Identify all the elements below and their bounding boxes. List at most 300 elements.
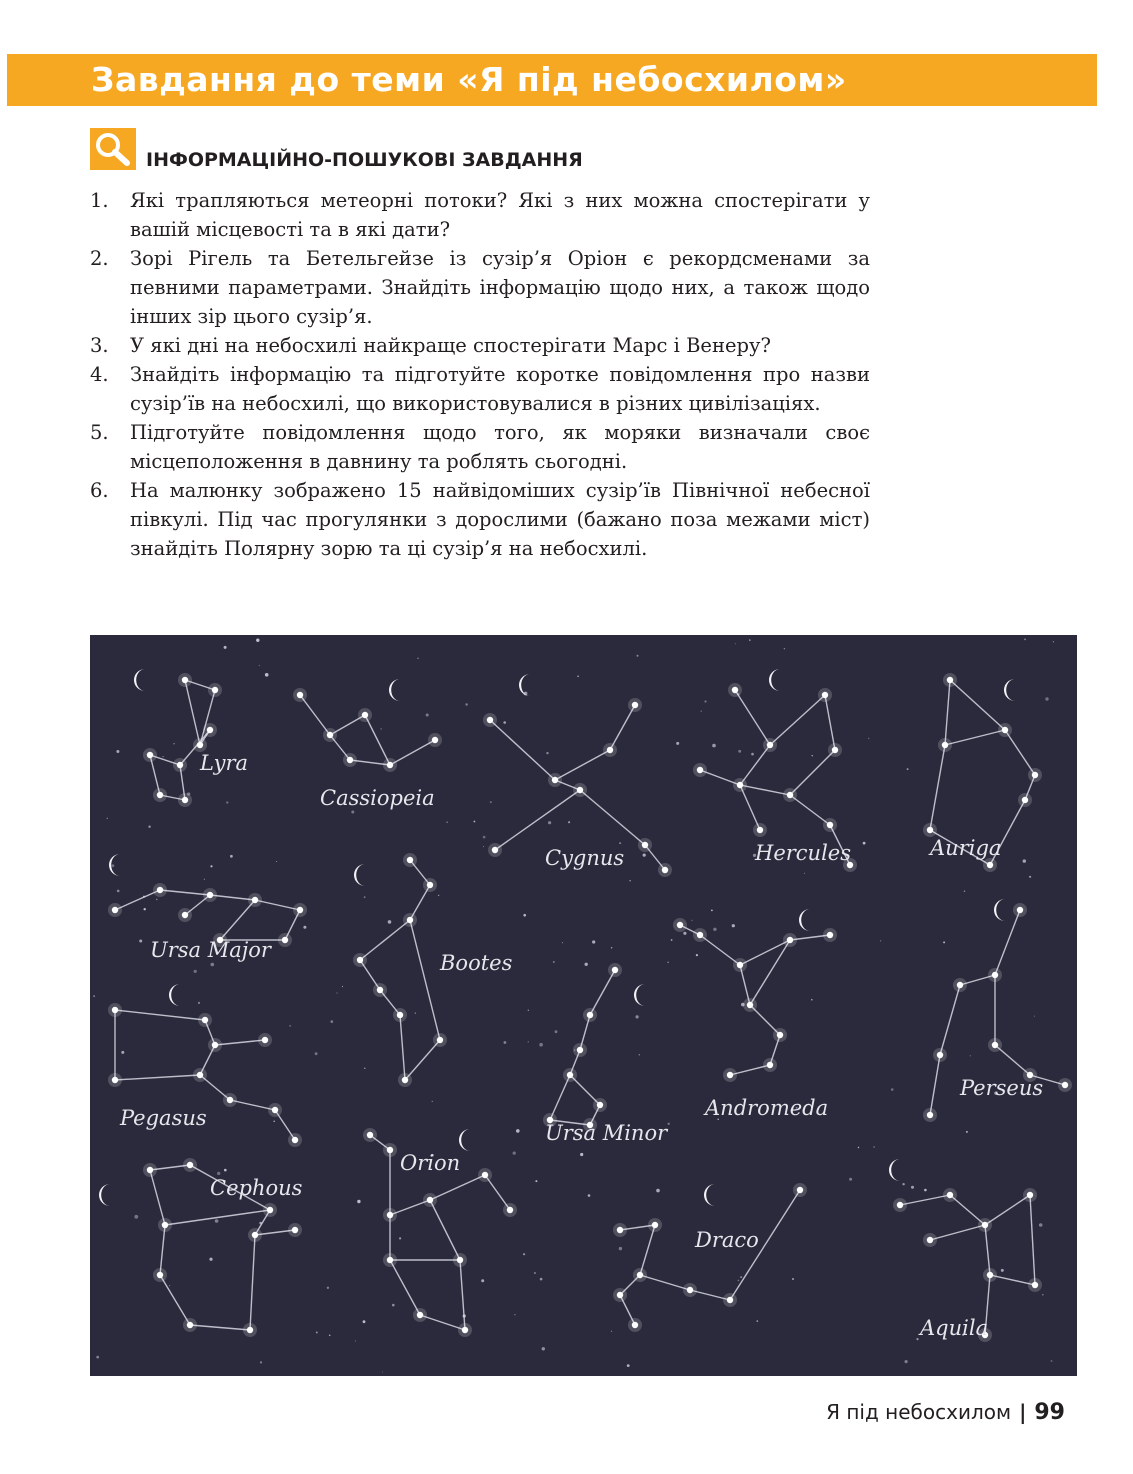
background-star — [577, 675, 579, 677]
constellation-label: Pegasus — [120, 1106, 207, 1130]
star — [267, 1207, 273, 1213]
background-star — [331, 1020, 334, 1023]
background-star — [259, 665, 260, 666]
background-star — [503, 721, 506, 724]
star — [947, 677, 953, 683]
background-star — [260, 1361, 262, 1363]
background-star — [858, 1147, 860, 1149]
star — [1032, 772, 1038, 778]
background-star — [363, 1320, 366, 1323]
background-star — [916, 1338, 918, 1340]
background-star — [483, 836, 486, 839]
star — [427, 1197, 433, 1203]
constellation-line — [740, 785, 790, 795]
star — [292, 1137, 298, 1143]
constellation-line — [405, 1040, 440, 1080]
background-star — [804, 873, 805, 874]
star — [252, 897, 258, 903]
moon-icon — [389, 679, 400, 701]
constellation-label: Lyra — [200, 751, 248, 775]
background-star — [528, 1041, 529, 1042]
moon-icon — [109, 854, 120, 876]
constellation-label: Perseus — [960, 1076, 1044, 1100]
page-number: 99 — [1034, 1400, 1065, 1425]
background-star — [740, 1276, 742, 1278]
star — [112, 1077, 118, 1083]
background-star — [93, 995, 95, 997]
background-star — [627, 1364, 630, 1367]
background-star — [540, 1278, 543, 1281]
star — [662, 867, 668, 873]
background-star — [668, 962, 669, 963]
constellation-label: Ursa Major — [150, 938, 271, 962]
background-star — [619, 842, 621, 844]
constellation-line — [735, 690, 770, 745]
constellation-line — [700, 935, 740, 965]
background-star — [611, 947, 612, 948]
background-star — [516, 1129, 520, 1133]
star — [207, 727, 213, 733]
background-star — [553, 961, 555, 963]
star — [652, 1222, 658, 1228]
star — [577, 1047, 583, 1053]
star — [147, 752, 153, 758]
constellation-line — [740, 745, 770, 785]
moon-icon — [769, 669, 780, 691]
constellation-line — [150, 1170, 165, 1225]
star — [957, 982, 963, 988]
constellation-line — [410, 920, 440, 1040]
constellation-line — [945, 680, 950, 745]
background-star — [265, 673, 269, 677]
background-star — [226, 801, 228, 803]
constellation-line — [420, 1315, 465, 1330]
star — [927, 827, 933, 833]
constellation-illustration — [90, 635, 1077, 1376]
background-star — [224, 1169, 227, 1172]
background-star — [112, 864, 115, 867]
constellation-line — [250, 1235, 255, 1330]
background-star — [490, 801, 492, 803]
background-star — [316, 1332, 318, 1334]
background-star — [315, 1052, 318, 1055]
star — [262, 1037, 268, 1043]
star — [177, 762, 183, 768]
star — [827, 822, 833, 828]
constellation-line — [930, 745, 945, 830]
star — [612, 967, 618, 973]
star — [787, 937, 793, 943]
star — [552, 777, 558, 783]
constellation-label: Cygnus — [545, 846, 625, 870]
background-star — [210, 865, 212, 867]
background-star — [738, 750, 741, 753]
background-star — [683, 932, 686, 935]
background-star — [426, 714, 429, 717]
background-star — [148, 826, 150, 828]
background-star — [465, 703, 467, 705]
background-star — [863, 842, 866, 845]
star — [992, 972, 998, 978]
constellation-line — [185, 680, 200, 745]
star — [147, 1167, 153, 1173]
background-star — [156, 899, 158, 901]
list-item: 3. У які дні на небосхилі найкраще спостерігати Марс і Венеру? — [90, 334, 771, 357]
background-star — [432, 1101, 433, 1102]
background-star — [256, 639, 259, 642]
star — [417, 1312, 423, 1318]
background-star — [891, 1088, 894, 1091]
star — [402, 1077, 408, 1083]
background-star — [1024, 639, 1026, 641]
star — [727, 1297, 733, 1303]
constellation-line — [490, 720, 555, 780]
background-star — [562, 942, 563, 943]
background-star — [198, 1002, 200, 1004]
star — [162, 1222, 168, 1228]
background-star — [117, 890, 120, 893]
constellation-line — [770, 695, 825, 745]
star — [767, 742, 773, 748]
star — [387, 1257, 393, 1263]
background-star — [438, 895, 439, 896]
star — [282, 937, 288, 943]
constellation-line — [790, 750, 835, 795]
star — [112, 907, 118, 913]
background-star — [668, 1123, 670, 1125]
background-star — [792, 1278, 794, 1280]
background-star — [568, 821, 570, 823]
constellation-label: Bootes — [440, 951, 513, 975]
background-star — [144, 908, 146, 910]
constellation-line — [930, 1055, 940, 1115]
background-star — [711, 910, 713, 912]
star — [212, 1042, 218, 1048]
moon-icon — [889, 1159, 900, 1181]
background-star — [751, 753, 754, 756]
moon-icon — [704, 1184, 715, 1206]
background-star — [849, 1178, 852, 1181]
background-star — [96, 1356, 99, 1359]
star — [197, 742, 203, 748]
list-item: 5. Підготуйте повідомлення щодо того, як моряки визначали своє місцеположення в давнину та роблять сьогодні. — [90, 421, 870, 473]
star — [597, 1102, 603, 1108]
star — [1032, 1282, 1038, 1288]
star — [187, 1162, 193, 1168]
star — [197, 1072, 203, 1078]
background-star — [357, 1200, 360, 1203]
background-star — [619, 1247, 622, 1250]
constellation-line — [215, 1040, 265, 1045]
star — [697, 932, 703, 938]
moon-icon — [799, 909, 810, 931]
star — [927, 1237, 933, 1243]
background-star — [696, 954, 698, 956]
background-star — [924, 1189, 927, 1192]
background-star — [513, 1152, 516, 1155]
star — [362, 712, 368, 718]
star — [507, 1207, 513, 1213]
moon-icon — [99, 1184, 110, 1206]
star — [182, 677, 188, 683]
moon-icon — [634, 984, 645, 1006]
star — [797, 1187, 803, 1193]
moon-icon — [459, 1129, 470, 1151]
star — [567, 1072, 573, 1078]
constellation-line — [390, 740, 435, 765]
constellation-line — [115, 1010, 205, 1020]
background-star — [116, 750, 119, 753]
background-star — [535, 1180, 537, 1182]
background-star — [163, 756, 164, 757]
background-star — [911, 1186, 914, 1189]
background-star — [382, 1372, 383, 1373]
moon-icon — [134, 669, 145, 691]
star — [207, 892, 213, 898]
star — [697, 767, 703, 773]
background-star — [902, 1183, 904, 1185]
constellation-line — [390, 1260, 420, 1315]
star — [247, 1327, 253, 1333]
star — [187, 1322, 193, 1328]
background-star — [1042, 1294, 1044, 1296]
star — [787, 792, 793, 798]
background-star — [671, 939, 673, 941]
background-star — [534, 1272, 536, 1274]
background-star — [329, 1335, 331, 1337]
constellation-line — [640, 1275, 690, 1290]
star — [987, 862, 993, 868]
star — [387, 1212, 393, 1218]
star — [927, 1112, 933, 1118]
background-star — [204, 879, 205, 880]
constellation-line — [165, 1210, 270, 1225]
constellation-line — [115, 1075, 200, 1080]
background-star — [592, 940, 595, 943]
constellation-line — [930, 1225, 985, 1240]
star — [732, 687, 738, 693]
background-star — [588, 1194, 591, 1197]
star — [747, 1002, 753, 1008]
background-star — [732, 924, 735, 927]
background-star — [273, 1121, 275, 1123]
star — [367, 1132, 373, 1138]
background-star — [738, 1280, 740, 1282]
background-star — [656, 1189, 660, 1193]
star — [272, 1107, 278, 1113]
background-star — [169, 1285, 170, 1286]
background-star — [704, 700, 706, 702]
background-star — [611, 1331, 612, 1332]
star — [387, 1147, 393, 1153]
constellation-line — [945, 730, 1005, 745]
background-star — [812, 755, 813, 756]
background-star — [1045, 697, 1048, 700]
constellation-label: Hercules — [755, 841, 851, 865]
background-star — [215, 1219, 219, 1223]
background-star — [585, 963, 588, 966]
star — [577, 787, 583, 793]
constellation-line — [985, 1225, 990, 1275]
background-star — [121, 1051, 124, 1054]
constellation-label: Andromeda — [705, 1096, 829, 1120]
background-star — [691, 920, 692, 921]
background-star — [555, 1030, 558, 1033]
star — [252, 1232, 258, 1238]
background-star — [874, 1146, 875, 1147]
constellation-label: Orion — [400, 1151, 461, 1175]
background-star — [970, 1055, 971, 1056]
constellation-line — [985, 1195, 1030, 1225]
star — [982, 1222, 988, 1228]
constellation-line — [300, 695, 330, 735]
footer-separator: | — [1019, 1400, 1027, 1424]
star — [297, 692, 303, 698]
star — [377, 987, 383, 993]
star — [297, 907, 303, 913]
constellation-line — [640, 1225, 655, 1275]
star — [482, 1172, 488, 1178]
star — [292, 1227, 298, 1233]
page-title: Завдання до теми «Я під небосхилом» — [91, 60, 847, 99]
star — [327, 732, 333, 738]
star — [427, 882, 433, 888]
star — [397, 1012, 403, 1018]
background-star — [712, 744, 716, 748]
background-star — [523, 914, 526, 917]
background-star — [139, 940, 142, 943]
background-star — [351, 811, 354, 814]
moon-icon — [994, 899, 1005, 921]
background-star — [811, 999, 813, 1001]
star — [347, 757, 353, 763]
background-star — [907, 768, 909, 770]
background-star — [749, 639, 751, 641]
background-star — [528, 1010, 529, 1011]
star — [1022, 797, 1028, 803]
background-star — [303, 926, 306, 929]
constellation-line — [825, 695, 835, 750]
background-star — [1053, 641, 1054, 642]
star — [617, 1227, 623, 1233]
star — [757, 827, 763, 833]
constellation-line — [1030, 1195, 1035, 1285]
footer-section-name: Я під небосхилом — [826, 1400, 1012, 1424]
list-item: 2. Зорі Рігель та Бетельгейзе із сузір’я Оріон є рекордсменами за певними параметрами. Знайдіть інформацію щодо них, а також щодо інших зір цього сузір’я. — [90, 247, 870, 328]
background-star — [336, 992, 337, 993]
moon-icon — [169, 984, 180, 1006]
background-star — [1034, 1016, 1035, 1017]
star — [112, 1007, 118, 1013]
background-star — [392, 1304, 395, 1307]
background-star — [523, 1253, 525, 1255]
constellation-line — [430, 1200, 460, 1260]
star — [182, 912, 188, 918]
background-star — [580, 1153, 583, 1156]
star — [212, 687, 218, 693]
section-heading: ІНФОРМАЦІЙНО-ПОШУКОВІ ЗАВДАННЯ — [146, 149, 583, 171]
background-star — [701, 711, 702, 712]
background-star — [230, 855, 233, 858]
star — [637, 1272, 643, 1278]
star — [992, 1042, 998, 1048]
background-star — [388, 920, 392, 924]
constellation-line — [1005, 730, 1035, 775]
constellation-label: Aquila — [920, 1316, 989, 1340]
star — [157, 792, 163, 798]
star — [462, 1327, 468, 1333]
star — [1062, 1082, 1068, 1088]
page-footer — [826, 1400, 1065, 1425]
task-list — [90, 186, 870, 563]
title-bar — [7, 54, 1097, 106]
background-star — [548, 821, 551, 824]
star — [737, 962, 743, 968]
star — [687, 1287, 693, 1293]
star — [357, 957, 363, 963]
star — [487, 717, 493, 723]
list-item: 4. Знайдіть інформацію та підготуйте коротке повідомлення про назви сузір’їв на небосхилі, що використовувалися в різних цивілізаціях. — [90, 363, 870, 415]
star — [1027, 1192, 1033, 1198]
background-star — [784, 648, 785, 649]
constellation-line — [495, 790, 580, 850]
constellation-line — [200, 690, 215, 745]
background-star — [415, 1013, 416, 1014]
constellation-line — [400, 1015, 405, 1080]
constellation-line — [160, 1275, 190, 1325]
background-star — [1039, 1223, 1043, 1227]
moon-icon — [1004, 679, 1015, 701]
constellation-label: Cassiopeia — [320, 786, 435, 810]
constellation-line — [160, 1225, 165, 1275]
constellation-line — [940, 985, 960, 1055]
background-star — [194, 970, 197, 973]
constellation-line — [790, 795, 830, 825]
constellation-line — [220, 900, 255, 940]
background-star — [355, 1341, 356, 1342]
list-item: 6. На малюнку зображено 15 найвідоміших сузір’їв Північної небесної півкулі. Під час прогулянки з дорослими (бажано поза межами міст) знайдіть Полярну зорю та ці сузір’я на небосхилі. — [90, 479, 870, 560]
star — [457, 1257, 463, 1263]
star — [822, 692, 828, 698]
star-map — [90, 635, 1077, 1376]
background-star — [417, 658, 418, 659]
search-icon — [90, 128, 136, 170]
background-star — [364, 1068, 365, 1069]
constellation-line — [900, 1195, 950, 1205]
constellation-line — [160, 890, 210, 895]
constellation-label: Cephous — [210, 1176, 303, 1200]
background-star — [211, 963, 215, 967]
constellation-label: Ursa Minor — [545, 1121, 668, 1145]
star — [1002, 727, 1008, 733]
star — [727, 1072, 733, 1078]
background-star — [637, 655, 639, 657]
background-star — [629, 880, 630, 881]
background-star — [639, 1054, 640, 1055]
background-star — [542, 1347, 545, 1350]
background-star — [643, 854, 646, 857]
star — [832, 747, 838, 753]
background-star — [713, 928, 716, 931]
constellation-line — [190, 1325, 250, 1330]
star — [632, 702, 638, 708]
background-star — [504, 1041, 507, 1044]
background-star — [209, 1258, 212, 1261]
background-star — [173, 743, 174, 744]
star — [937, 1052, 943, 1058]
star — [157, 1272, 163, 1278]
background-star — [327, 1287, 329, 1289]
